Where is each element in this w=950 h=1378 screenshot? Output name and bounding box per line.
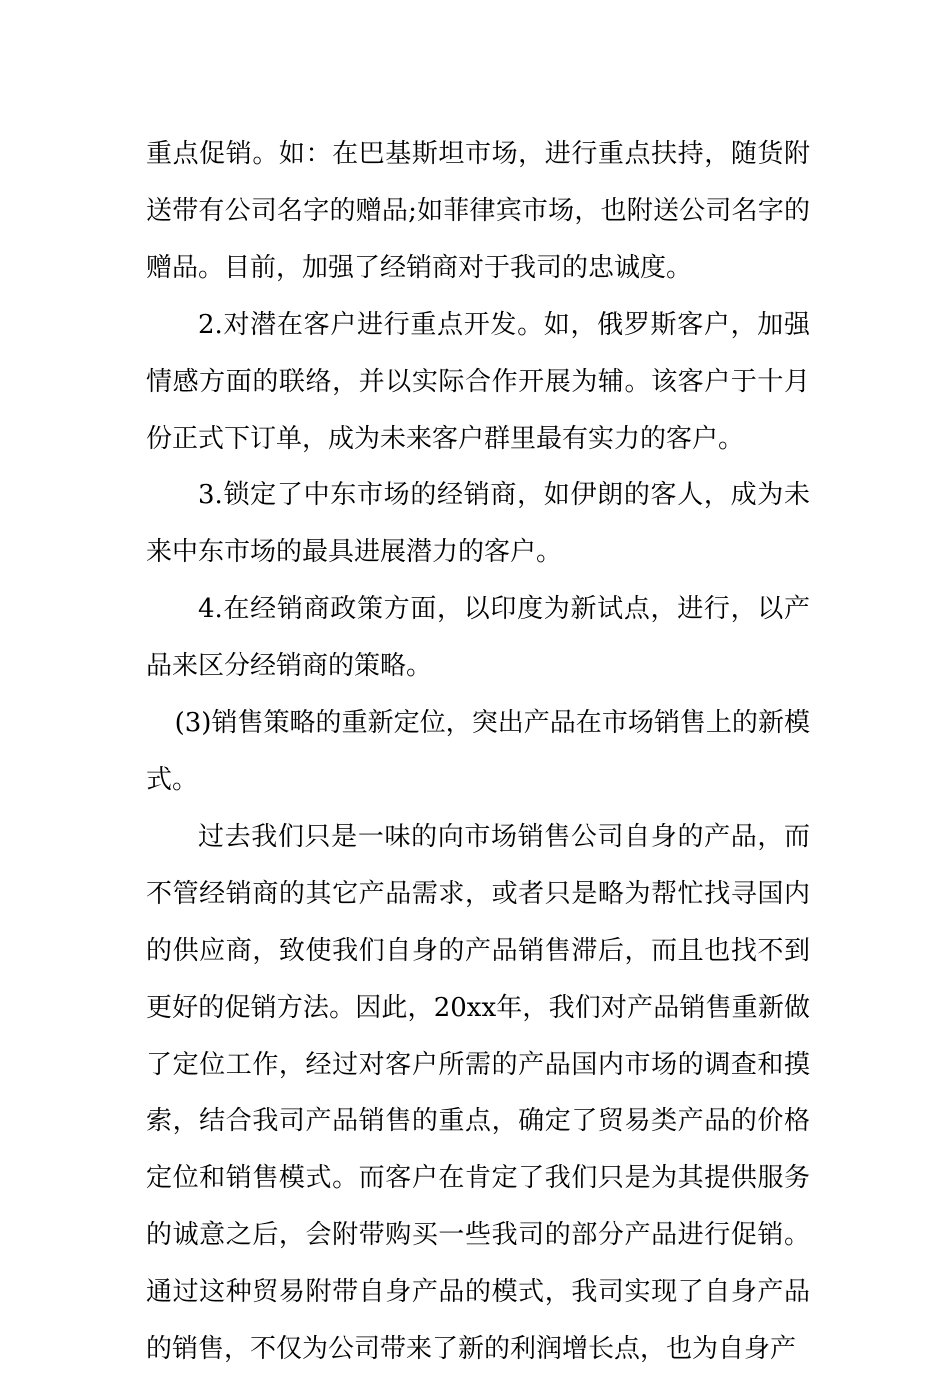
paragraph-body: 过去我们只是一味的向市场销售公司自身的产品，而不管经销商的其它产品需求，或者只是略为帮忙找寻国内的供应商，致使我们自身的产品销售滞后，而且也找不到更好的促销方法。因此，20xx年，我们对产品销售重新做了定位工作，经过对客户所需的产品国内市场的调查和摸索，结合我司产品销售的重点，确定了贸易类产品的价格定位和销售模式。而客户在肯定了我们只是为其提供服务的诚意之后，会附带购买一些我司的部分产品进行促销。通过这种贸易附带自身产品的模式，我司实现了自身产品的销售，不仅为公司带来了新的利润增长点，也为自身产	[146, 821, 810, 1365]
section-heading-3: (3)销售策略的重新定位，突出产品在市场销售上的新模式。	[146, 708, 810, 795]
paragraph-item-4: 4.在经销商政策方面，以印度为新试点，进行，以产品来区分经销商的策略。	[146, 594, 810, 682]
document-body	[146, 126, 810, 1378]
paragraph-continuation: 重点促销。如：在巴基斯坦市场，进行重点扶持，随货附送带有公司名字的赠品;如菲律宾市场，也附送公司名字的赠品。目前，加强了经销商对于我司的忠诚度。	[146, 139, 810, 283]
paragraph-item-2: 2.对潜在客户进行重点开发。如，俄罗斯客户，加强情感方面的联络，并以实际合作开展为辅。该客户于十月份正式下订单，成为未来客户群里最有实力的客户。	[146, 309, 810, 454]
paragraph-item-3: 3.锁定了中东市场的经销商，如伊朗的客人，成为未来中东市场的最具进展潜力的客户。	[146, 480, 810, 568]
